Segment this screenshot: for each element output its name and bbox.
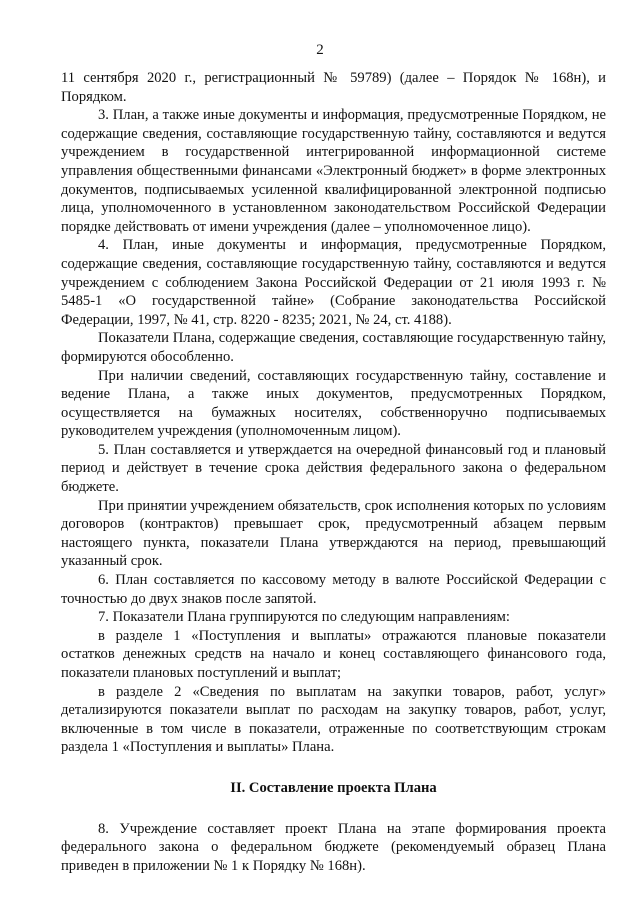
paragraph: 3. План, а также иные документы и информация, предусмотренные Порядком, не содержащие сведения, составляющие государственную тайну, составляются и ведутся учреждением в государственной интегрированной информационной системе управления общественными финансами «Электронный бюджет» в форме электронных документов, подписываемых усиленной квалифицированной электронной подписью лица, уполномоченного в установленном законодательством Российской Федерации порядке действовать от имени учреждения (далее – уполномоченное лицо).: [61, 107, 606, 235]
section-heading: II. Составление проекта Плана: [230, 779, 437, 796]
paragraph: 4. План, иные документы и информация, предусмотренные Порядком, содержащие сведения, составляющие государственную тайну, составляются и ведутся учреждением с соблюдением Закона Российской Федерации от 21 июля 1993 г. № 5485-1 «О государственной тайне» (Собрание законодательства Российской Федерации, 1997, № 41, стр. 8220 - 8235; 2021, № 24, ст. 4188).: [61, 237, 606, 328]
paragraph-group-top: [61, 69, 606, 757]
paragraph: в разделе 2 «Сведения по выплатам на закупки товаров, работ, услуг» детализируются показатели выплат по расходам на закупку товаров, работ, услуг, включенные в том числе в показатели, отраженные по соответствующим строкам раздела 1 «Поступления и выплаты» Плана.: [61, 683, 606, 756]
page-number: 2: [316, 42, 324, 58]
paragraph: При принятии учреждением обязательств, срок исполнения которых по условиям договоров (контрактов) превышает срок, предусмотренный абзацем первым настоящего пункта, показатели Плана утверждаются на период, превышающий указанный срок.: [61, 497, 606, 570]
paragraph: 5. План составляется и утверждается на очередной финансовый год и плановый период и действует в течение срока действия федерального закона о федеральном бюджете.: [61, 441, 606, 496]
paragraph: 7. Показатели Плана группируются по следующим направлениям:: [98, 609, 510, 626]
paragraph: Показатели Плана, содержащие сведения, составляющие государственную тайну, формируются обособленно.: [61, 330, 606, 365]
paragraph: 8. Учреждение составляет проект Плана на этапе формирования проекта федерального закона о федеральном бюджете (рекомендуемый образец Плана приведен в приложении № 1 к Порядку № 168н).: [61, 820, 606, 874]
paragraph: в разделе 1 «Поступления и выплаты» отражаются плановые показатели остатков денежных средств на начало и конец составляющего финансового года, показатели плановых поступлений и выплат;: [61, 627, 606, 681]
paragraph: 11 сентября 2020 г., регистрационный № 59789) (далее – Порядок № 168н), и Порядком.: [61, 70, 606, 105]
paragraph-group-bottom: [61, 820, 606, 876]
paragraph: При наличии сведений, составляющих государственную тайну, составление и ведение Плана, а также иных документов, предусмотренных Порядком, осуществляется на бумажных носителях, собственноручно подписываемых руководителем учреждения (уполномоченным лицом).: [61, 367, 606, 440]
paragraph: 6. План составляется по кассовому методу в валюте Российской Федерации с точностью до двух знаков после запятой.: [61, 572, 606, 607]
document-body: [61, 69, 606, 875]
